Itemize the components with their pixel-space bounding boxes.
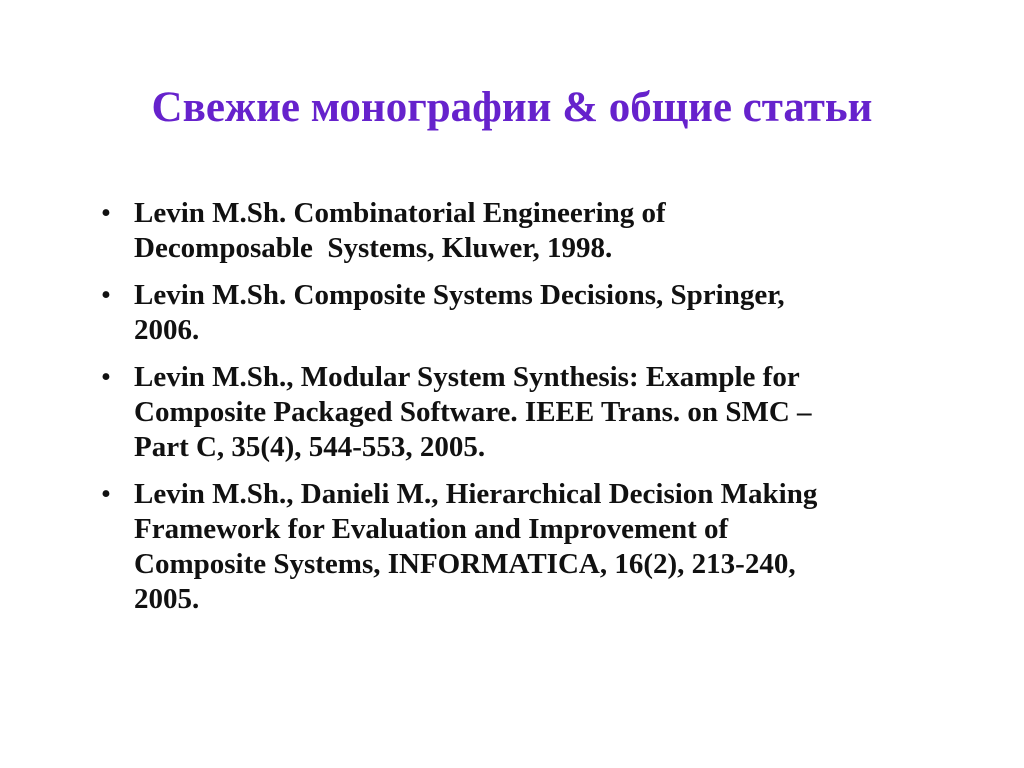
reference-line: Levin M.Sh., Modular System Synthesis: Example for: [134, 361, 800, 393]
reference-item: [96, 477, 956, 617]
reference-list: [96, 196, 956, 629]
reference-line: Composite Packaged Software. IEEE Trans. on SMC –: [134, 396, 812, 428]
bullet-icon: •: [100, 197, 112, 229]
bullet-icon: •: [100, 478, 112, 510]
reference-line: Composite Systems, INFORMATICA, 16(2), 213-240,: [134, 548, 796, 580]
reference-line: 2005.: [134, 583, 200, 615]
reference-line: Levin M.Sh. Combinatorial Engineering of: [134, 197, 666, 229]
bullet-icon: •: [100, 279, 112, 311]
reference-line: Levin M.Sh. Composite Systems Decisions, Springer,: [134, 279, 785, 311]
bullet-icon: •: [100, 361, 112, 393]
reference-item: [96, 360, 956, 465]
reference-line: Framework for Evaluation and Improvement of: [134, 513, 729, 545]
reference-line: 2006.: [134, 314, 200, 346]
reference-item: [96, 278, 956, 348]
reference-line: Levin M.Sh., Danieli M., Hierarchical Decision Making: [134, 478, 818, 510]
reference-item: [96, 196, 956, 266]
reference-line: Part C, 35(4), 544-553, 2005.: [134, 431, 486, 463]
reference-line: Decomposable Systems, Kluwer, 1998.: [134, 232, 613, 264]
slide-title: Свежие монографии & общие статьи: [151, 84, 873, 131]
